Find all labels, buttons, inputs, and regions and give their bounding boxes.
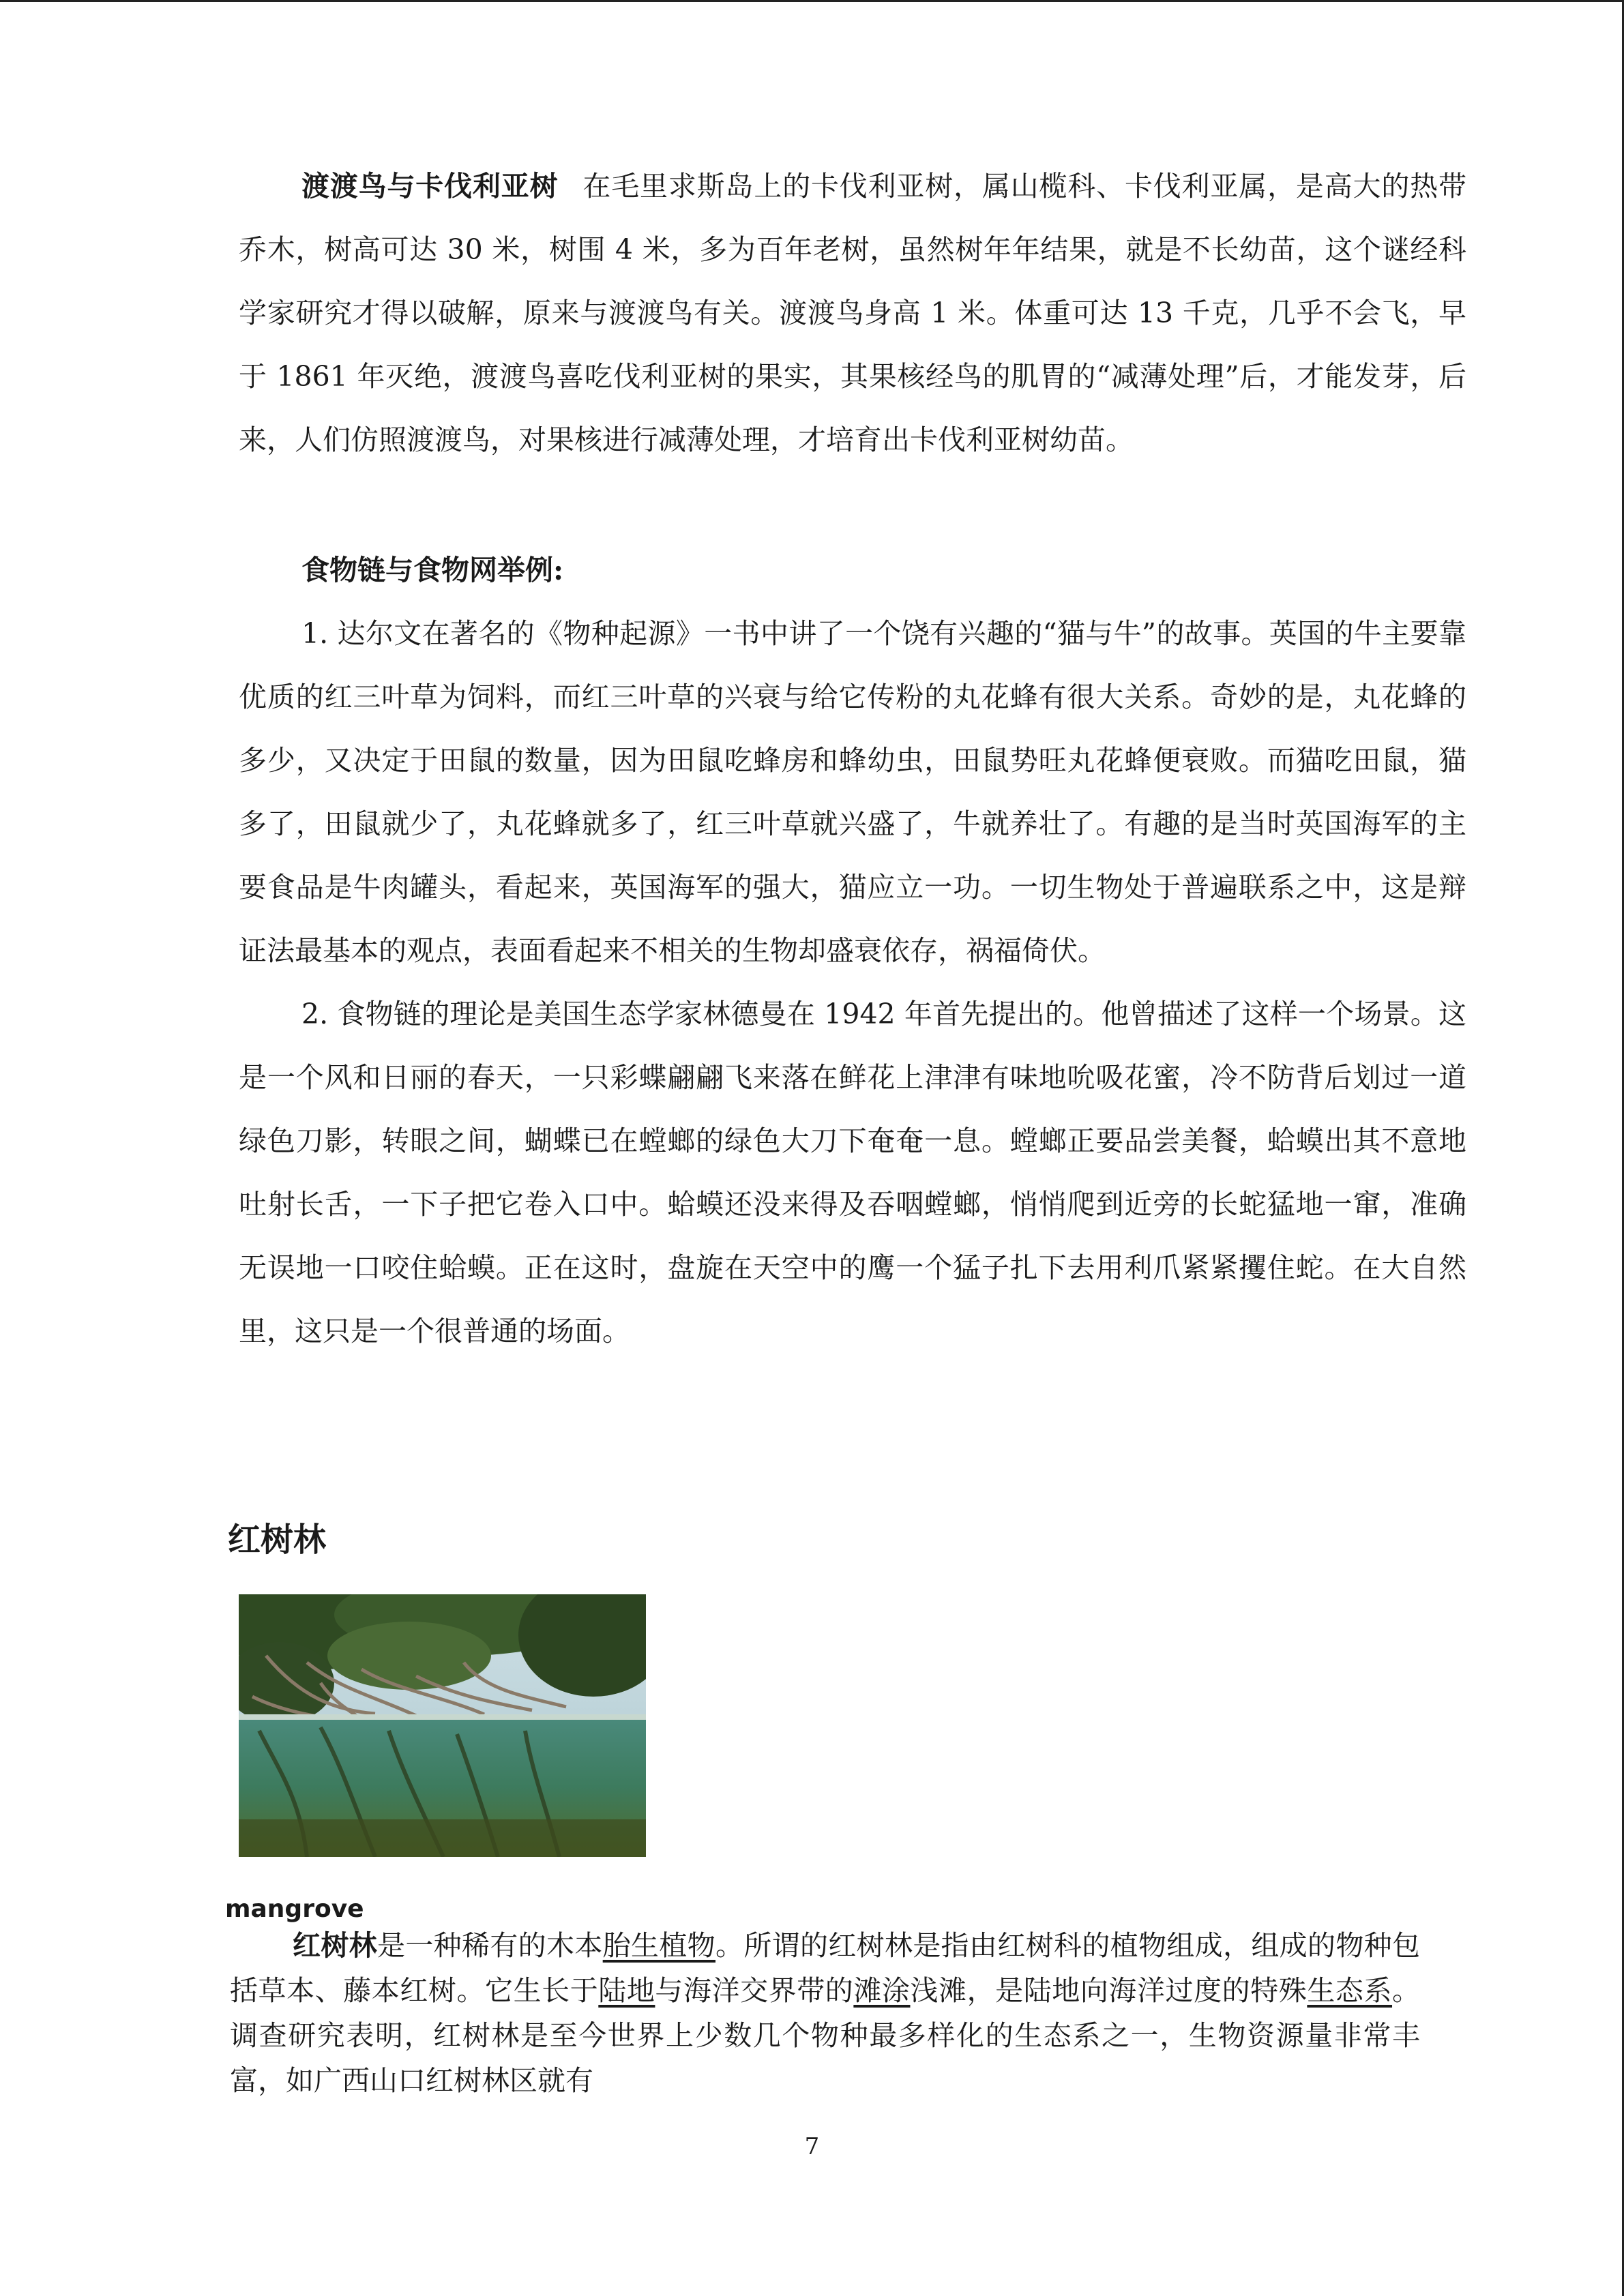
dodo-paragraph <box>239 155 1466 472</box>
mangrove-paragraph <box>230 1923 1420 2103</box>
mangrove-photo <box>239 1594 646 1857</box>
link-viviparous-plant[interactable]: 胎生植物 <box>602 1929 716 1962</box>
foodchain-section <box>239 539 1466 1363</box>
mangrove-text-4: 浅滩，是陆地向海洋过度的特殊 <box>910 1974 1308 2007</box>
mangrove-text-2: 。所谓的红树林是指由红树科的植物组成，组成的物种包括草本、藤本红树。它生长于 <box>230 1929 1421 2007</box>
foodchain-paragraph-1: 1. 达尔文在著名的《物种起源》一书中讲了一个饶有兴趣的“猫与牛”的故事。英国的牛主要靠优质的红三叶草为饲料，而红三叶草的兴衰与给它传粉的丸花蜂有很大关系。奇妙的是，丸花蜂的多少，又决定于田鼠的数量，因为田鼠吃蜂房和蜂幼虫，田鼠势旺丸花蜂便衰败。而猫吃田鼠，猫多了，田鼠就少了，丸花蜂就多了，红三叶草就兴盛了，牛就养壮了。有趣的是当时英国海军的主要食品是牛肉罐头，看起来，英国海军的强大，猫应立一功。一切生物处于普遍联系之中，这是辩证法最基本的观点，表面看起来不相关的生物却盛衰依存，祸福倚伏。 <box>239 617 1466 967</box>
mangrove-caption: mangrove <box>225 1895 364 1923</box>
mangrove-lead: 红树林 <box>293 1929 377 1962</box>
mangrove-text-1: 是一种稀有的木本 <box>377 1929 603 1962</box>
page-number: 7 <box>804 2133 820 2160</box>
dodo-text: 在毛里求斯岛上的卡伐利亚树，属山榄科、卡伐利亚属，是高大的热带乔木，树高可达 30 米，树围 4 米，多为百年老树，虽然树年年结果，就是不长幼苗，这个谜经科学家研究才得以破解，原来与渡渡鸟有关。渡渡鸟身高 1 米。体重可达 13 千克，几乎不会飞，早于 1861 年灭绝，渡渡鸟喜吃伐利亚树的果实，其果核经鸟的肌胃的“减薄处理”后，才能发芽，后来，人们仿照渡渡鸟，对果核进行减薄处理，才培育出卡伐利亚树幼苗。 <box>239 170 1467 456</box>
link-ecosystem[interactable]: 生态系 <box>1307 1974 1393 2007</box>
mangrove-text-3: 与海洋交界带的 <box>655 1974 854 2007</box>
mangrove-text-5: 。调查研究表明，红树林是至今世界上少数几个物种最多样化的生态系之一，生物资源量非常丰富，如广西山口红树林区就有 <box>230 1974 1421 2097</box>
link-tidal-flat[interactable]: 滩涂 <box>853 1974 911 2007</box>
dodo-lead: 渡渡鸟与卡伐利亚树 <box>301 170 559 203</box>
page-border-top <box>0 0 1624 2</box>
dodo-section <box>239 155 1466 472</box>
mangrove-section-title: 红树林 <box>228 1521 327 1559</box>
link-land[interactable]: 陆地 <box>598 1974 655 2007</box>
foodchain-heading: 食物链与食物网举例: <box>301 554 564 586</box>
mangrove-section <box>230 1923 1420 2103</box>
foodchain-paragraph-2: 2. 食物链的理论是美国生态学家林德曼在 1942 年首先提出的。他曾描述了这样一个场景。这是一个风和日丽的春天，一只彩蝶翩翩飞来落在鲜花上津津有味地吮吸花蜜，冷不防背后划过一道绿色刀影，转眼之间，蝴蝶已在螳螂的绿色大刀下奄奄一息。螳螂正要品尝美餐，蛤蟆出其不意地吐射长舌，一下子把它卷入口中。蛤蟆还没来得及吞咽螳螂，悄悄爬到近旁的长蛇猛地一窜，准确无误地一口咬住蛤蟆。正在这时，盘旋在天空中的鹰一个猛子扎下去用利爪紧紧攫住蛇。在大自然里，这只是一个很普通的场面。 <box>239 998 1466 1347</box>
